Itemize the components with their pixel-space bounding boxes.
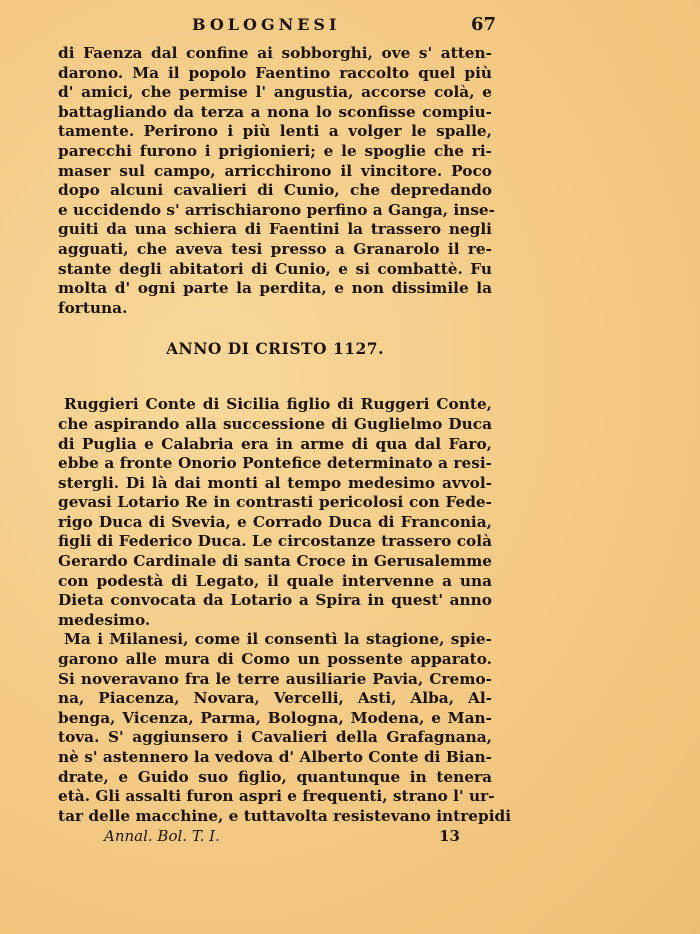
text-line: molta d' ogni parte la perdita, e non dissimile la bbox=[58, 279, 492, 298]
text-line: parecchi furono i prigionieri; e le spoglie che ri- bbox=[58, 141, 492, 160]
sheet-number: 13 bbox=[439, 827, 460, 846]
text-line: ebbe a fronte Onorio Pontefice determinato a resi- bbox=[58, 454, 492, 473]
text-line: darono. Ma il popolo Faentino raccolto quel più bbox=[58, 63, 492, 82]
text-line: stante degli abitatori di Cunio, e si combattè. Fu bbox=[58, 259, 492, 278]
signature-mark: Annal. Bol. T. I. bbox=[104, 827, 220, 846]
text-line: e uccidendo s' arrischiarono perfino a Ganga, inse- bbox=[58, 200, 496, 219]
text-line: Si noveravano fra le terre ausiliarie Pavia, Cremo- bbox=[58, 669, 492, 688]
running-title: BOLOGNESI bbox=[192, 15, 341, 34]
text-line: d' amici, che permise l' angustia, accorse colà, e bbox=[58, 83, 492, 102]
text-line: tova. S' aggiunsero i Cavalieri della Grafagnana, bbox=[58, 728, 492, 747]
text-line: Gerardo Cardinale di santa Croce in Gerusalemme bbox=[58, 552, 492, 571]
text-line: drate, e Guido suo figlio, quantunque in tenera bbox=[58, 767, 492, 786]
paragraph-1 bbox=[58, 44, 496, 318]
text-line: rigo Duca di Svevia, e Corrado Duca di Franconia, bbox=[58, 512, 492, 531]
text-line: agguati, che aveva tesi presso a Granarolo il re- bbox=[58, 239, 492, 258]
text-line: stergli. Di là dai monti al tempo medesimo avvol- bbox=[58, 473, 492, 492]
book-page bbox=[58, 14, 512, 846]
text-line: Dieta convocata da Lotario a Spira in quest' anno bbox=[58, 591, 492, 610]
page-footer bbox=[58, 827, 492, 845]
text-line: di Puglia e Calabria era in arme di qua dal Faro, bbox=[58, 434, 492, 453]
text-line: gevasi Lotario Re in contrasti pericolosi con Fede- bbox=[58, 493, 492, 512]
text-line: garono alle mura di Como un possente apparato. bbox=[58, 650, 492, 669]
text-line: con podestà di Legato, il quale intervenne a una bbox=[58, 571, 492, 590]
text-line: Ma i Milanesi, come il consentì la stagione, spie- bbox=[64, 630, 492, 649]
paragraph-3 bbox=[58, 630, 512, 826]
text-line: benga, Vicenza, Parma, Bologna, Modena, e Man- bbox=[58, 708, 492, 727]
text-line: tar delle macchine, e tuttavolta resistevano intrepidi bbox=[58, 806, 512, 825]
text-line: età. Gli assalti furon aspri e frequenti, strano l' ur- bbox=[58, 787, 495, 806]
text-line: guiti da una schiera di Faentini la trassero negli bbox=[58, 220, 492, 239]
text-line: di Faenza dal confine ai sobborghi, ove s' atten- bbox=[58, 44, 492, 62]
text-line: na, Piacenza, Novara, Vercelli, Asti, Alba, Al- bbox=[58, 689, 492, 708]
running-header bbox=[58, 14, 496, 44]
text-line: maser sul campo, arricchirono il vincitore. Poco bbox=[58, 161, 492, 180]
text-line: battagliando da terza a nona lo sconfisse compiu- bbox=[58, 102, 492, 121]
text-line: nè s' astennero la vedova d' Alberto Conte di Bian- bbox=[58, 748, 492, 766]
text-line: tamente. Perirono i più lenti a volger le spalle, bbox=[58, 122, 492, 141]
page-number: 67 bbox=[470, 14, 496, 35]
paragraph-2 bbox=[58, 395, 492, 630]
text-line: figli di Federico Duca. Le circostanze trassero colà bbox=[58, 532, 492, 551]
text-line: fortuna. bbox=[58, 298, 128, 317]
text-line: Ruggieri Conte di Sicilia figlio di Ruggeri Conte, bbox=[64, 395, 492, 414]
text-line: medesimo. bbox=[58, 610, 151, 629]
text-line: che aspirando alla successione di Guglielmo Duca bbox=[58, 414, 492, 433]
section-heading: ANNO DI CRISTO 1127. bbox=[166, 339, 384, 359]
text-line: dopo alcuni cavalieri di Cunio, che depredando bbox=[58, 181, 492, 200]
